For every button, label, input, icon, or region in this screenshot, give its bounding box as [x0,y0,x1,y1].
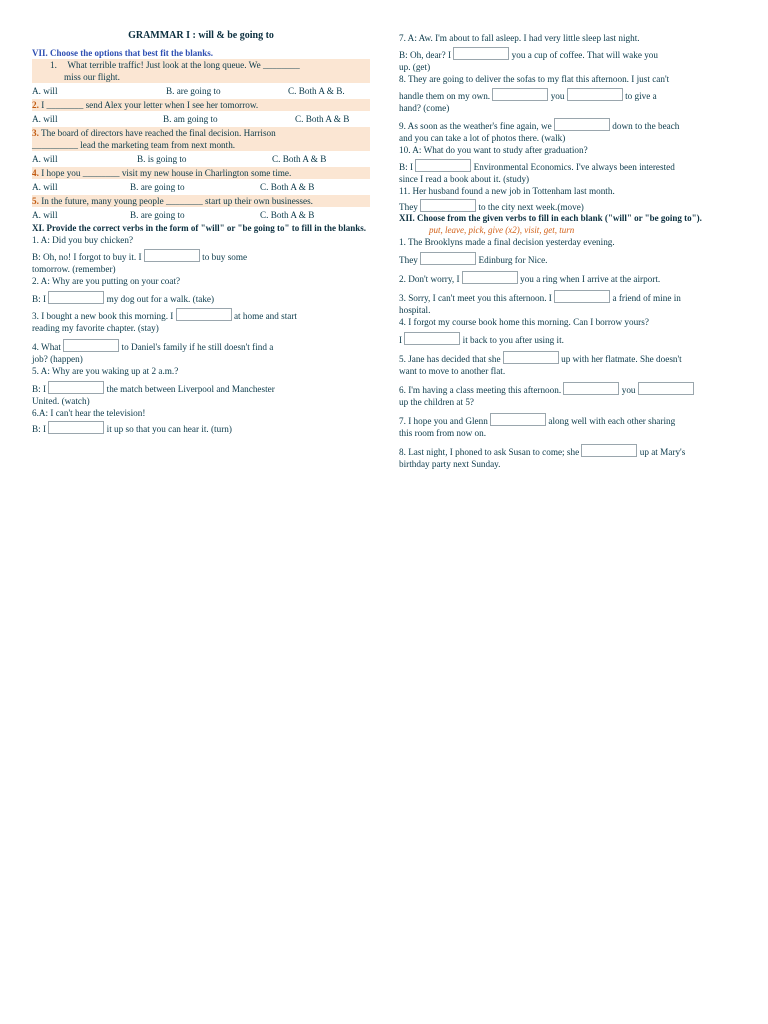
answer-blank[interactable] [48,291,104,304]
answer-blank[interactable] [420,199,476,212]
option-b[interactable]: B. are going to [130,182,185,192]
option-a[interactable]: A. will [32,114,58,124]
exercise-11-item-1 [32,234,370,275]
item-4-cont: job? (happen) [32,354,83,364]
answer-blank[interactable] [638,382,694,395]
exercise-11-item-3 [32,308,370,334]
question-1-options [32,85,370,97]
item-8-start: 8. Last night, I phoned to ask Susan to come; she [399,447,580,457]
answer-blank[interactable] [492,88,548,101]
option-b[interactable]: B. are going to [166,86,221,96]
item-6-mid: you [621,385,636,395]
item-1-answer-start: B: Oh, no! I forgot to buy it. I [32,252,142,262]
exercise-11-item-10 [399,144,739,185]
item-9-cont: and you can take a lot of photos there. (walk) [399,133,566,143]
answer-blank[interactable] [503,351,559,364]
answer-blank[interactable] [554,118,610,131]
item-3-end: at home and start [233,311,297,321]
answer-blank[interactable] [415,159,471,172]
item-7-answer-cont: up. (get) [399,62,431,72]
option-a[interactable]: A. will [32,86,58,96]
item-3-cont: reading my favorite chapter. (stay) [32,323,159,333]
item-2-question: 2. A: Why are you putting on your coat? [32,276,181,286]
exercise-11-item-5 [32,365,370,407]
option-a[interactable]: A. will [32,182,58,192]
right-column [399,32,739,470]
answer-blank[interactable] [567,88,623,101]
item-9-start: 9. As soon as the weather's fine again, we [399,121,552,131]
answer-blank[interactable] [144,249,200,262]
exercise-11-item-7 [399,32,739,73]
question-1 [32,59,370,83]
item-5-question: 5. A: Why are you waking up at 2 a.m.? [32,366,179,376]
question-2-text: I ________ send Alex your letter when I see her tomorrow. [41,100,259,110]
item-10-question: 10. A: What do you want to study after graduation? [399,145,588,155]
option-b[interactable]: B. am going to [163,114,218,124]
item-2-end: you a ring when I arrive at the airport. [520,274,661,284]
option-c[interactable]: C. Both A & B [295,114,350,124]
item-5-answer-start: B: I [32,384,47,394]
option-b[interactable]: B. is going to [137,154,187,164]
question-5-number: 5. [32,196,39,206]
item-5-answer-end: the match between Liverpool and Manchester [106,384,275,394]
answer-blank[interactable] [554,290,610,303]
answer-blank[interactable] [490,413,546,426]
answer-blank[interactable] [48,421,104,434]
exercise-11-item-6 [32,407,370,435]
item-1-answer-cont: tomorrow. (remember) [32,264,116,274]
option-c[interactable]: C. Both A & B [272,154,327,164]
exercise-12-item-7 [399,413,739,439]
option-c[interactable]: C. Both A & B [260,210,315,220]
question-3-text-cont: __________ lead the marketing team from next month. [32,140,236,150]
item-6-question: 6.A: I can't hear the television! [32,408,146,418]
item-4-answer-end: it back to you after using it. [462,335,564,345]
question-5-text: In the future, many young people ________ start up their own businesses. [41,196,313,206]
option-a[interactable]: A. will [32,210,58,220]
item-3-end: a friend of mine in [612,293,681,303]
item-2-answer-start: B: I [32,294,47,304]
item-6-answer-end: it up so that you can hear it. (turn) [106,424,232,434]
item-10-answer-end: Environmental Economics. I've always been interested [473,162,675,172]
question-4-number: 4. [32,168,39,178]
section-11-heading: XI. Provide the correct verbs in the form of "will" or "be going to" to fill in the blanks. [32,223,366,233]
question-5 [32,195,370,207]
item-8-end: to give a [625,91,657,101]
answer-blank[interactable] [63,339,119,352]
given-verbs: put, leave, pick, give (x2), visit, get, turn [429,225,575,235]
exercise-12-item-5 [399,351,739,377]
question-4 [32,167,370,179]
exercise-11-item-9 [399,118,739,144]
answer-blank[interactable] [176,308,232,321]
question-2-options [32,113,370,125]
item-1-answer-end: to buy some [202,252,248,262]
item-1-question: 1. The Brooklyns made a final decision yesterday evening. [399,237,615,247]
item-9-end: down to the beach [612,121,680,131]
item-1-answer-end: Edinburg for Nice. [478,255,548,265]
item-7-start: 7. I hope you and Glenn [399,416,488,426]
item-4-answer-start: I [399,335,403,345]
question-1-number: 1. [50,60,57,70]
item-6-answer-start: B: I [32,424,47,434]
item-11-answer-end: to the city next week.(move) [478,202,584,212]
item-7-cont: this room from now on. [399,428,487,438]
exercise-12-item-4 [399,316,739,346]
left-column [32,30,370,435]
item-11-answer-start: They [399,202,418,212]
question-3-text: The board of directors have reached the final decision. Harrison [41,128,276,138]
item-6-cont: up the children at 5? [399,397,475,407]
answer-blank[interactable] [563,382,619,395]
exercise-11-item-11 [399,185,739,213]
item-7-end: along well with each other sharing [548,416,676,426]
question-3-options [32,153,370,165]
exercise-12-item-8 [399,444,739,470]
item-3-start: 3. I bought a new book this morning. I [32,311,174,321]
answer-blank[interactable] [581,444,637,457]
item-4-question: 4. I forgot my course book home this morning. Can I borrow yours? [399,317,649,327]
section-7-heading: VII. Choose the options that best fit the blanks. [32,48,214,58]
question-2-number: 2. [32,100,39,110]
item-8-cont: hand? (come) [399,103,450,113]
answer-blank[interactable] [462,271,518,284]
item-8-cont: birthday party next Sunday. [399,459,501,469]
item-8-line1: 8. They are going to deliver the sofas to my flat this afternoon. I just can't [399,74,670,84]
item-8-mid: you [550,91,565,101]
item-1-answer-start: They [399,255,418,265]
item-8-end: up at Mary's [639,447,686,457]
exercise-11-item-2 [32,275,370,305]
item-7-answer-start: B: Oh, dear? I [399,50,452,60]
answer-blank[interactable] [404,332,460,345]
answer-blank[interactable] [453,47,509,60]
option-c[interactable]: C. Both A & B. [288,86,345,96]
exercise-11-item-4 [32,339,370,365]
answer-blank[interactable] [420,252,476,265]
question-4-options [32,181,370,193]
item-8-start: handle them on my own. [399,91,491,101]
section-12-heading: XII. Choose from the given verbs to fill in each blank ("will" or "be going to"). [399,213,702,223]
item-1-question: 1. A: Did you buy chicken? [32,235,134,245]
question-4-text: I hope you ________ visit my new house in Charlington some time. [41,168,292,178]
question-3 [32,127,370,151]
item-4-start: 4. What [32,342,61,352]
option-b[interactable]: B. are going to [130,210,185,220]
item-3-start: 3. Sorry, I can't meet you this afternoon. I [399,293,552,303]
item-5-start: 5. Jane has decided that she [399,354,501,364]
item-4-end: to Daniel's family if he still doesn't find a [121,342,274,352]
item-11-question: 11. Her husband found a new job in Tottenham last month. [399,186,615,196]
exercise-12-item-6 [399,382,739,408]
item-10-answer-cont: since I read a book about it. (study) [399,174,530,184]
item-7-answer-end: you a cup of coffee. That will wake you [511,50,658,60]
option-c[interactable]: C. Both A & B [260,182,315,192]
item-2-answer-end: my dog out for a walk. (take) [106,294,215,304]
item-7-question: 7. A: Aw. I'm about to fall asleep. I had very little sleep last night. [399,33,640,43]
exercise-11-item-8 [399,73,739,114]
question-2 [32,99,370,111]
item-3-cont: hospital. [399,305,431,315]
exercise-12-item-2 [399,271,739,285]
exercise-12-item-3 [399,290,739,316]
item-5-end: up with her flatmate. She doesn't [561,354,682,364]
item-2-start: 2. Don't worry, I [399,274,460,284]
item-10-answer-start: B: I [399,162,414,172]
question-1-text: What terrible traffic! Just look at the long queue. We ________ [67,60,300,70]
option-a[interactable]: A. will [32,154,58,164]
item-5-answer-cont: United. (watch) [32,396,90,406]
worksheet-title: GRAMMAR I : will & be going to [128,30,274,41]
answer-blank[interactable] [48,381,104,394]
question-3-number: 3. [32,128,39,138]
item-6-start: 6. I'm having a class meeting this afternoon. [399,385,562,395]
item-5-cont: want to move to another flat. [399,366,506,376]
question-1-text-cont: miss our flight. [64,72,120,82]
exercise-12-item-1 [399,236,739,266]
question-5-options [32,209,370,221]
